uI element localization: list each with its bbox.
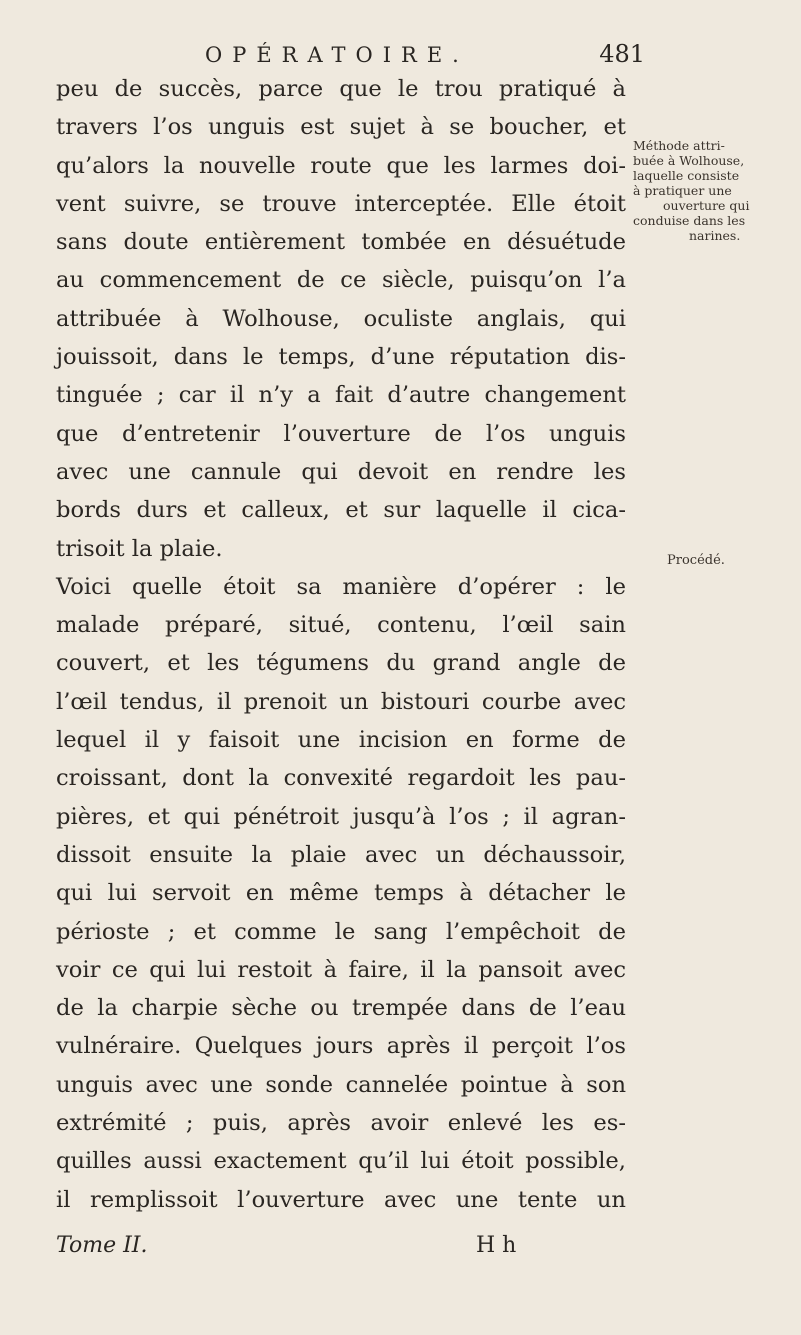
text-line: l’œil tendus, il prenoit un bistouri courbe avec: [56, 688, 626, 715]
margin-note-method: [633, 138, 793, 243]
text-line: croissant, dont la convexité regardoit les pau-: [56, 765, 626, 792]
volume-label: Tome II.: [56, 1233, 148, 1258]
text-line: au commencement de ce siècle, puisqu’on l’a: [56, 267, 626, 294]
text-line: bords durs et calleux, et sur laquelle il cica-: [56, 497, 626, 524]
text-line: extrémité ; puis, après avoir enlevé les es-: [56, 1110, 626, 1137]
margin-note-line: à pratiquer une: [633, 183, 732, 198]
text-line: de la charpie sèche ou trempée dans de l’eau: [56, 995, 626, 1022]
text-line: malade préparé, situé, contenu, l’œil sain: [56, 612, 626, 639]
page-header: [205, 40, 645, 68]
margin-note-line: Procédé.: [667, 553, 725, 568]
text-line: il remplissoit l’ouverture avec une tente un: [56, 1186, 626, 1213]
margin-note-line: buée à Wolhouse,: [633, 153, 745, 168]
text-line: tinguée ; car il n’y a fait d’autre changement: [56, 382, 626, 409]
text-line: dissoit ensuite la plaie avec un déchaussoir,: [56, 841, 626, 868]
margin-note-line: ouverture qui: [663, 198, 750, 213]
text-line: pières, et qui pénétroit jusqu’à l’os ; il agran-: [56, 803, 626, 830]
signature-mark: H h: [476, 1233, 517, 1258]
text-line: couvert, et les tégumens du grand angle de: [56, 650, 626, 677]
margin-note-line: conduise dans les: [633, 213, 746, 228]
margin-note-line: laquelle consiste: [633, 168, 740, 183]
text-line: sans doute entièrement tombée en désuétude: [56, 229, 626, 256]
text-line: trisoit la plaie.: [56, 535, 223, 562]
margin-note-procedure: [633, 553, 793, 568]
text-line: qu’alors la nouvelle route que les larmes doi-: [56, 152, 626, 179]
text-line: vent suivre, se trouve interceptée. Elle étoit: [56, 190, 626, 217]
text-line: jouissoit, dans le temps, d’une réputation dis-: [56, 344, 626, 371]
text-line: Voici quelle étoit sa manière d’opérer : le: [56, 573, 626, 600]
text-line: périoste ; et comme le sang l’empêchoit de: [56, 918, 626, 945]
text-line: travers l’os unguis est sujet à se boucher, et: [56, 114, 626, 141]
text-line: qui lui servoit en même temps à détacher le: [56, 880, 626, 907]
page-number: 481: [599, 40, 645, 68]
body-text: [56, 70, 626, 1219]
text-line: unguis avec une sonde cannelée pointue à son: [56, 1071, 626, 1098]
text-line: voir ce qui lui restoit à faire, il la pansoit avec: [56, 956, 626, 983]
text-line: peu de succès, parce que le trou pratiqué à: [56, 76, 626, 102]
text-line: lequel il y faisoit une incision en forme de: [56, 727, 626, 754]
margin-note-line: narines.: [689, 228, 741, 243]
text-line: avec une cannule qui devoit en rendre les: [56, 458, 626, 485]
text-line: quilles aussi exactement qu’il lui étoit possible,: [56, 1148, 626, 1175]
running-title: OPÉRATOIRE.: [205, 43, 469, 67]
text-line: attribuée à Wolhouse, oculiste anglais, qui: [56, 305, 626, 332]
text-line: vulnéraire. Quelques jours après il perçoit l’os: [56, 1033, 626, 1060]
text-line: que d’entretenir l’ouverture de l’os unguis: [56, 420, 626, 447]
margin-note-line: Méthode attri-: [633, 138, 725, 153]
